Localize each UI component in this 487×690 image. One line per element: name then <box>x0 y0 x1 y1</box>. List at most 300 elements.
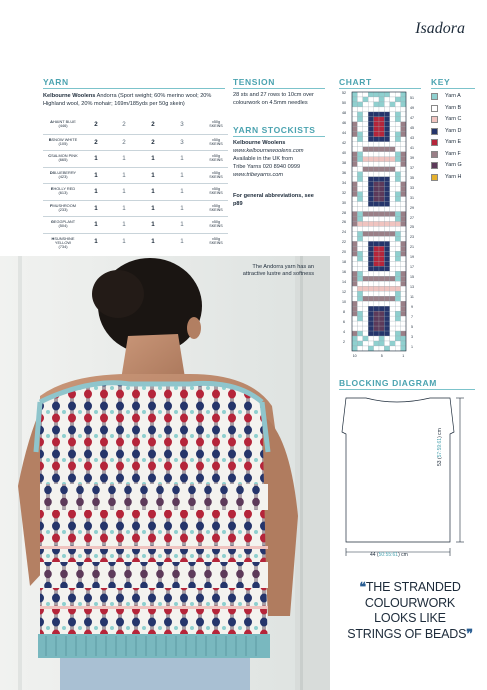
chart-stitch <box>352 147 357 152</box>
chart-stitch <box>374 346 379 351</box>
yarn-quantity: 1 <box>94 188 98 195</box>
chart-stitch <box>357 167 362 172</box>
chart-stitch <box>363 117 368 122</box>
chart-stitch <box>374 321 379 326</box>
blocking-heading: BLOCKING DIAGRAM <box>339 378 437 388</box>
chart-stitch <box>384 346 389 351</box>
chart-row-label: 16 <box>342 270 346 275</box>
chart-stitch <box>384 231 389 236</box>
chart-stitch <box>379 152 384 157</box>
chart-stitch <box>368 296 373 301</box>
close-quote-icon: ❞ <box>466 626 473 641</box>
chart-stitch <box>390 127 395 132</box>
chart-stitch <box>363 266 368 271</box>
yarn-row <box>43 167 228 184</box>
chart-stitch <box>384 217 389 222</box>
chart-stitch <box>390 207 395 212</box>
chart-stitch <box>368 286 373 291</box>
chart-stitch <box>395 207 400 212</box>
chart-stitch <box>352 271 357 276</box>
yarn-colour-name: SUNSHINE YELLOW <box>54 235 75 245</box>
chart-stitch <box>395 346 400 351</box>
chart-row-label: 26 <box>342 220 346 225</box>
chart-stitch <box>374 311 379 316</box>
chart-stitch <box>384 187 389 192</box>
chart-stitch <box>374 112 379 117</box>
chart-stitch <box>384 177 389 182</box>
chart-stitch <box>384 92 389 97</box>
chart-stitch <box>379 137 384 142</box>
chart-stitch <box>363 132 368 137</box>
chart-stitch <box>384 137 389 142</box>
chart-stitch <box>390 217 395 222</box>
chart-stitch <box>384 246 389 251</box>
chart-stitch <box>384 221 389 226</box>
chart-stitch <box>395 266 400 271</box>
chart-stitch <box>363 226 368 231</box>
chart-stitch <box>384 117 389 122</box>
chart-stitch <box>374 336 379 341</box>
chart-stitch <box>374 241 379 246</box>
key-swatch <box>431 116 438 123</box>
chart-stitch <box>357 236 362 241</box>
key-swatch <box>431 151 438 158</box>
chart-stitch <box>368 197 373 202</box>
chart-stitch <box>390 256 395 261</box>
chart-stitch <box>368 107 373 112</box>
chart-stitch <box>374 157 379 162</box>
chart-row-label: 19 <box>410 255 414 260</box>
chart-stitch <box>368 231 373 236</box>
key-swatch <box>431 139 438 146</box>
chart-row-label: 22 <box>342 240 346 245</box>
chart-stitch <box>384 142 389 147</box>
chart-stitch <box>384 281 389 286</box>
chart-stitch <box>374 306 379 311</box>
chart-row-label: 36 <box>342 170 346 175</box>
chart-stitch <box>390 266 395 271</box>
chart-stitch <box>368 281 373 286</box>
chart-stitch <box>363 147 368 152</box>
chart-stitch <box>395 197 400 202</box>
chart-row-label: 43 <box>410 135 414 140</box>
chart-stitch <box>384 321 389 326</box>
chart-stitch <box>379 132 384 137</box>
chart-stitch <box>368 162 373 167</box>
chart-stitch <box>363 162 368 167</box>
chart-stitch <box>368 266 373 271</box>
chart-stitch <box>384 207 389 212</box>
chart-stitch <box>357 296 362 301</box>
chart-stitch <box>357 291 362 296</box>
chart-stitch <box>395 226 400 231</box>
chart-stitch <box>368 251 373 256</box>
chart-stitch <box>363 122 368 127</box>
chart-stitch <box>395 241 400 246</box>
chart-stitch <box>357 147 362 152</box>
chart-row-label: 42 <box>342 140 346 145</box>
chart-stitch <box>368 236 373 241</box>
chart-stitch <box>395 236 400 241</box>
chart-stitch <box>374 172 379 177</box>
yarn-quantity: 1 <box>180 237 184 245</box>
chart-stitch <box>401 152 406 157</box>
page-title: Isadora <box>415 20 465 37</box>
yarn-skein-unit: x50g SKEINS <box>209 120 223 129</box>
tension-heading: TENSION <box>233 77 275 87</box>
chart-stitch <box>363 346 368 351</box>
chart-stitch <box>368 246 373 251</box>
yarn-row <box>43 117 228 134</box>
chart-row-label: 9 <box>411 305 413 310</box>
chart-stitch <box>363 291 368 296</box>
chart-stitch <box>379 341 384 346</box>
chart-stitch <box>379 316 384 321</box>
chart-stitch <box>368 221 373 226</box>
chart-stitch <box>352 301 357 306</box>
chart-stitch <box>401 271 406 276</box>
chart-stitch <box>368 102 373 107</box>
chart-stitch <box>401 202 406 207</box>
key-item <box>431 161 481 171</box>
key-label: Yarn F <box>445 150 461 157</box>
chart-stitch <box>357 281 362 286</box>
chart-stitch <box>352 336 357 341</box>
chart-stitch <box>368 241 373 246</box>
yarn-quantity: 1 <box>94 237 98 245</box>
key-label: Yarn D <box>445 127 462 134</box>
chart-stitch <box>401 157 406 162</box>
chart-stitch <box>357 331 362 336</box>
yarn-quantity: 2 <box>151 121 155 128</box>
chart-stitch <box>374 221 379 226</box>
chart-stitch <box>357 162 362 167</box>
stockists-heading: YARN STOCKISTS <box>233 125 316 135</box>
chart-stitch <box>374 122 379 127</box>
chart-stitch <box>352 266 357 271</box>
chart-stitch <box>374 296 379 301</box>
chart-stitch <box>352 236 357 241</box>
chart-stitch <box>368 217 373 222</box>
chart-stitch <box>368 336 373 341</box>
stockists-url-2[interactable]: www.tribeyarns.com <box>233 172 284 178</box>
chart-stitch <box>357 311 362 316</box>
chart-stitch <box>357 326 362 331</box>
pull-quote-text: THE STRANDED COLOURWORK LOOKS LIKE STRINGS OF BEADS <box>347 580 467 641</box>
stockists-text <box>233 139 331 179</box>
chart-stitch <box>352 182 357 187</box>
chart-stitch <box>368 331 373 336</box>
key-swatch <box>431 128 438 135</box>
chart-stitch <box>390 281 395 286</box>
yarn-table <box>43 117 228 249</box>
chart-row-label: 49 <box>410 105 414 110</box>
chart-stitch <box>395 256 400 261</box>
chart-row-label: 35 <box>410 175 414 180</box>
chart-stitch <box>401 97 406 102</box>
yarn-colour-code: (504) <box>58 223 68 229</box>
chart-stitch <box>374 276 379 281</box>
stockists-url-1[interactable]: www.kelbournewoolens.com <box>233 148 304 154</box>
chart-stitch <box>401 197 406 202</box>
key-item <box>431 150 481 160</box>
chart-stitch <box>379 256 384 261</box>
yarn-quantity: 1 <box>180 204 184 212</box>
chart-stitch <box>363 341 368 346</box>
chart-stitch <box>384 241 389 246</box>
chart-stitch <box>401 236 406 241</box>
chart-stitch <box>379 217 384 222</box>
chart-stitch <box>379 301 384 306</box>
chart-stitch <box>374 192 379 197</box>
chart-row-label: 8 <box>343 310 345 315</box>
chart-stitch <box>374 117 379 122</box>
yarn-row <box>43 200 228 217</box>
chart-row-label: 6 <box>343 320 345 325</box>
chart-stitch <box>401 162 406 167</box>
chart-row-label: 24 <box>342 230 346 235</box>
yarn-quantity: 1 <box>180 188 184 195</box>
chart-stitch <box>363 107 368 112</box>
chart-row-label: 10 <box>342 300 346 305</box>
chart-row-label: 21 <box>410 245 414 250</box>
chart-stitch <box>357 286 362 291</box>
yarn-name <box>43 154 83 163</box>
chart-stitch <box>384 301 389 306</box>
chart-stitch <box>357 132 362 137</box>
chart-stitch <box>395 167 400 172</box>
chart-row-label: 7 <box>411 315 413 320</box>
yarn-letter: B <box>48 136 52 142</box>
chart-stitch <box>352 92 357 97</box>
chart-stitch <box>401 226 406 231</box>
chart-stitch <box>379 167 384 172</box>
chart-stitch <box>352 137 357 142</box>
chart-stitch <box>357 306 362 311</box>
chart-stitch <box>390 336 395 341</box>
yarn-quantity: 1 <box>151 237 155 245</box>
key-label: Yarn B <box>445 104 462 111</box>
yarn-colour-code: (446) <box>58 123 68 129</box>
chart-stitch <box>384 311 389 316</box>
chart-stitch <box>374 316 379 321</box>
chart-stitch <box>379 306 384 311</box>
chart-stitch <box>384 147 389 152</box>
chart-stitch <box>352 316 357 321</box>
key-item <box>431 138 481 148</box>
chart-stitch <box>401 256 406 261</box>
chart-row-label: 2 <box>343 340 345 344</box>
chart-stitch <box>363 316 368 321</box>
chart-stitch <box>368 271 373 276</box>
yarn-quantity: 1 <box>151 204 155 212</box>
chart-stitch <box>401 246 406 251</box>
chart-stitch <box>374 212 379 217</box>
chart-stitch <box>363 112 368 117</box>
chart-stitch <box>368 147 373 152</box>
chart-stitch <box>368 182 373 187</box>
chart-stitch <box>390 197 395 202</box>
chart-stitch <box>379 127 384 132</box>
chart-stitch <box>390 346 395 351</box>
chart-stitch <box>390 291 395 296</box>
chart-stitch <box>352 241 357 246</box>
chart-stitch <box>384 112 389 117</box>
chart-stitch <box>357 157 362 162</box>
chart-stitch <box>363 306 368 311</box>
chart-stitch <box>401 182 406 187</box>
chart-stitch <box>357 241 362 246</box>
chart-stitch <box>379 261 384 266</box>
chart-stitch <box>363 221 368 226</box>
chart-stitch <box>401 221 406 226</box>
chart-stitch <box>390 97 395 102</box>
chart-stitch <box>395 231 400 236</box>
chart-stitch <box>379 102 384 107</box>
chart-stitch <box>363 336 368 341</box>
chart-row-label: 20 <box>342 250 346 255</box>
chart-stitch <box>379 311 384 316</box>
chart-stitch <box>395 127 400 132</box>
chart-stitch <box>395 221 400 226</box>
yarn-quantity: 3 <box>180 138 184 146</box>
key-item <box>431 104 481 114</box>
yarn-heading: YARN <box>43 77 69 87</box>
chart-row-label: 28 <box>342 210 346 215</box>
chart-stitch <box>384 182 389 187</box>
chart-stitch <box>352 177 357 182</box>
chart-stitch <box>390 276 395 281</box>
chart-stitch <box>374 261 379 266</box>
yarn-colour-code: (665) <box>58 157 68 163</box>
yarn-quantity: 1 <box>151 155 155 162</box>
chart-stitch <box>401 316 406 321</box>
chart-stitch <box>401 172 406 177</box>
chart-stitch <box>374 286 379 291</box>
chart-stitch <box>384 286 389 291</box>
chart-stitch <box>368 192 373 197</box>
chart-stitch <box>374 102 379 107</box>
chart-stitch <box>374 281 379 286</box>
chart-stitch <box>395 212 400 217</box>
chart-stitch <box>374 246 379 251</box>
yarn-name <box>43 204 83 213</box>
chart-stitch <box>363 217 368 222</box>
open-quote-icon: ❝ <box>359 580 366 594</box>
chart-stitch <box>368 202 373 207</box>
chart-row-label: 27 <box>410 215 414 220</box>
chart-stitch <box>368 112 373 117</box>
chart-stitch <box>368 142 373 147</box>
chart-stitch <box>363 137 368 142</box>
chart-stitch <box>357 336 362 341</box>
chart-stitch <box>390 167 395 172</box>
yarn-quantity: 3 <box>180 121 184 128</box>
chart-stitch <box>390 147 395 152</box>
chart-stitch <box>379 92 384 97</box>
chart-stitch <box>357 122 362 127</box>
chart-stitch <box>384 192 389 197</box>
chart-stitch <box>363 321 368 326</box>
chart-stitch <box>401 286 406 291</box>
chart-stitch <box>374 177 379 182</box>
chart-stitch <box>352 97 357 102</box>
yarn-quantity: 1 <box>122 237 126 245</box>
chart-stitch <box>368 311 373 316</box>
chart-stitch <box>401 177 406 182</box>
chart-stitch <box>379 207 384 212</box>
chart-stitch <box>390 226 395 231</box>
chart-stitch <box>384 162 389 167</box>
chart-stitch <box>390 221 395 226</box>
chart-stitch <box>357 217 362 222</box>
chart <box>338 90 420 375</box>
chart-stitch <box>379 326 384 331</box>
chart-stitch <box>352 112 357 117</box>
chart-stitch <box>379 251 384 256</box>
chart-stitch <box>363 286 368 291</box>
chart-column-label: 5 <box>380 353 383 358</box>
chart-stitch <box>368 326 373 331</box>
yarn-quantity: 1 <box>94 221 98 228</box>
chart-stitch <box>357 316 362 321</box>
yarn-skein-unit: x50g SKEINS <box>209 220 223 229</box>
yarn-quantity: 1 <box>122 221 126 228</box>
chart-stitch <box>374 251 379 256</box>
chart-stitch <box>395 341 400 346</box>
chart-stitch <box>401 92 406 97</box>
yarn-colour-name: BLUEBERRY <box>52 169 77 175</box>
chart-stitch <box>368 152 373 157</box>
stockists-brand: Kelbourne Woolens <box>233 140 286 146</box>
key-label: Yarn H <box>445 173 462 180</box>
chart-stitch <box>395 177 400 182</box>
chart-stitch <box>390 182 395 187</box>
chart-stitch <box>395 286 400 291</box>
yarn-rule <box>43 88 225 89</box>
chart-stitch <box>363 152 368 157</box>
yarn-letter: F <box>50 202 53 208</box>
chart-stitch <box>352 172 357 177</box>
chart-row-label: 40 <box>342 150 346 155</box>
chart-stitch <box>395 142 400 147</box>
chart-stitch <box>357 187 362 192</box>
chart-stitch <box>395 92 400 97</box>
chart-stitch <box>395 132 400 137</box>
chart-stitch <box>357 341 362 346</box>
yarn-row <box>43 183 228 200</box>
chart-stitch <box>390 187 395 192</box>
chart-stitch <box>384 316 389 321</box>
chart-stitch <box>379 226 384 231</box>
chart-stitch <box>384 122 389 127</box>
chart-row-label: 15 <box>410 275 414 280</box>
yarn-colour-code: (233) <box>58 206 68 212</box>
chart-stitch <box>384 236 389 241</box>
key-swatch <box>431 174 438 181</box>
chart-stitch <box>374 147 379 152</box>
chart-stitch <box>368 117 373 122</box>
chart-stitch <box>352 311 357 316</box>
chart-stitch <box>352 246 357 251</box>
chart-stitch <box>352 142 357 147</box>
chart-stitch <box>384 306 389 311</box>
chart-stitch <box>395 147 400 152</box>
chart-stitch <box>401 212 406 217</box>
chart-stitch <box>363 142 368 147</box>
chart-stitch <box>390 236 395 241</box>
chart-row-label: 34 <box>342 180 346 185</box>
